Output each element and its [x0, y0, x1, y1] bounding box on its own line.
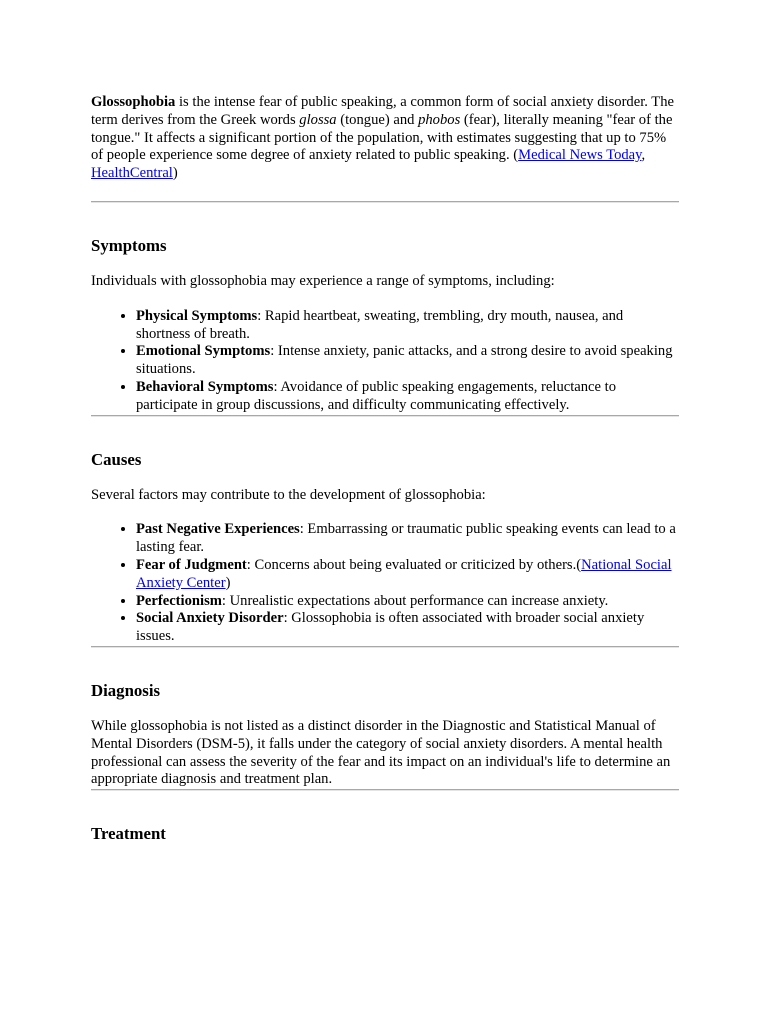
link-national-social-anxiety-center[interactable]: National Social Anxiety Center [136, 556, 672, 591]
item-text: : Avoidance of public speaking engagements, reluctance to participate in group discussions, and difficulty communicating effectively. [136, 378, 616, 413]
intro-close: ) [172, 165, 178, 182]
item-text: : Intense anxiety, panic attacks, and a strong desire to avoid speaking situations. [136, 343, 673, 378]
item-text: : Concerns about being evaluated or criticized by others.( [246, 556, 582, 573]
item-text: : Glossophobia is often associated with broader social anxiety issues. [136, 610, 645, 645]
heading-diagnosis: Diagnosis [91, 680, 161, 700]
intro-text-2: (tongue) and [336, 111, 419, 128]
item-text: : Embarrassing or traumatic public speaking events can lead to a lasting fear. [136, 521, 676, 556]
item-label: Behavioral Symptoms [136, 378, 274, 395]
list-item [136, 521, 679, 557]
item-label: Fear of Judgment [136, 556, 247, 573]
list-item [136, 308, 679, 344]
diagnosis-paragraph: While glossophobia is not listed as a distinct disorder in the Diagnostic and Statistical Manual of Mental Disorders (DSM-5), it falls under the category of social anxiety disorders. A mental health professional can assess the severity of the fear and its impact on an individual's life to determine an appropriate diagnosis and treatment plan. [91, 717, 671, 788]
intro-glossa: glossa [299, 111, 337, 128]
item-text-after: ) [225, 574, 231, 591]
list-item [136, 593, 679, 611]
item-label: Perfectionism [136, 592, 222, 609]
list-item [136, 557, 679, 593]
intro-sep: , [641, 147, 646, 164]
list-item [136, 343, 679, 379]
item-label: Social Anxiety Disorder [136, 610, 284, 627]
causes-lead: Several factors may contribute to the development of glossophobia: [91, 486, 486, 503]
link-medical-news-today[interactable]: Medical News Today [518, 147, 642, 164]
item-text: : Rapid heartbeat, sweating, trembling, dry mouth, nausea, and shortness of breath. [136, 307, 624, 342]
divider-2 [91, 415, 679, 417]
intro-text-3: (fear), literally meaning "fear of the tongue." It affects a significant portion of the population, with estimates suggesting that up to 75% of people experience some degree of anxiety related to public speaking. ( [91, 111, 673, 164]
divider-1 [91, 201, 679, 203]
article-body [91, 94, 679, 844]
heading-symptoms: Symptoms [91, 235, 167, 255]
link-healthcentral[interactable]: HealthCentral [91, 165, 173, 182]
heading-treatment: Treatment [91, 824, 166, 844]
intro-paragraph [91, 94, 679, 183]
symptoms-list [91, 308, 679, 415]
list-item [136, 610, 679, 646]
item-label: Emotional Symptoms [136, 343, 271, 360]
intro-phobos: phobos [418, 111, 461, 128]
divider-3 [91, 646, 679, 648]
item-label: Past Negative Experiences [136, 521, 300, 538]
symptoms-lead: Individuals with glossophobia may experience a range of symptoms, including: [91, 272, 555, 289]
intro-text-1: is the intense fear of public speaking, a common form of social anxiety disorder. The term derives from the Greek words [91, 94, 674, 128]
intro-term: Glossophobia [91, 94, 176, 110]
item-label: Physical Symptoms [136, 307, 258, 324]
list-item [136, 379, 679, 415]
divider-4 [91, 789, 679, 791]
heading-causes: Causes [91, 449, 142, 469]
item-text: : Unrealistic expectations about performance can increase anxiety. [221, 592, 609, 609]
causes-list [91, 521, 679, 646]
